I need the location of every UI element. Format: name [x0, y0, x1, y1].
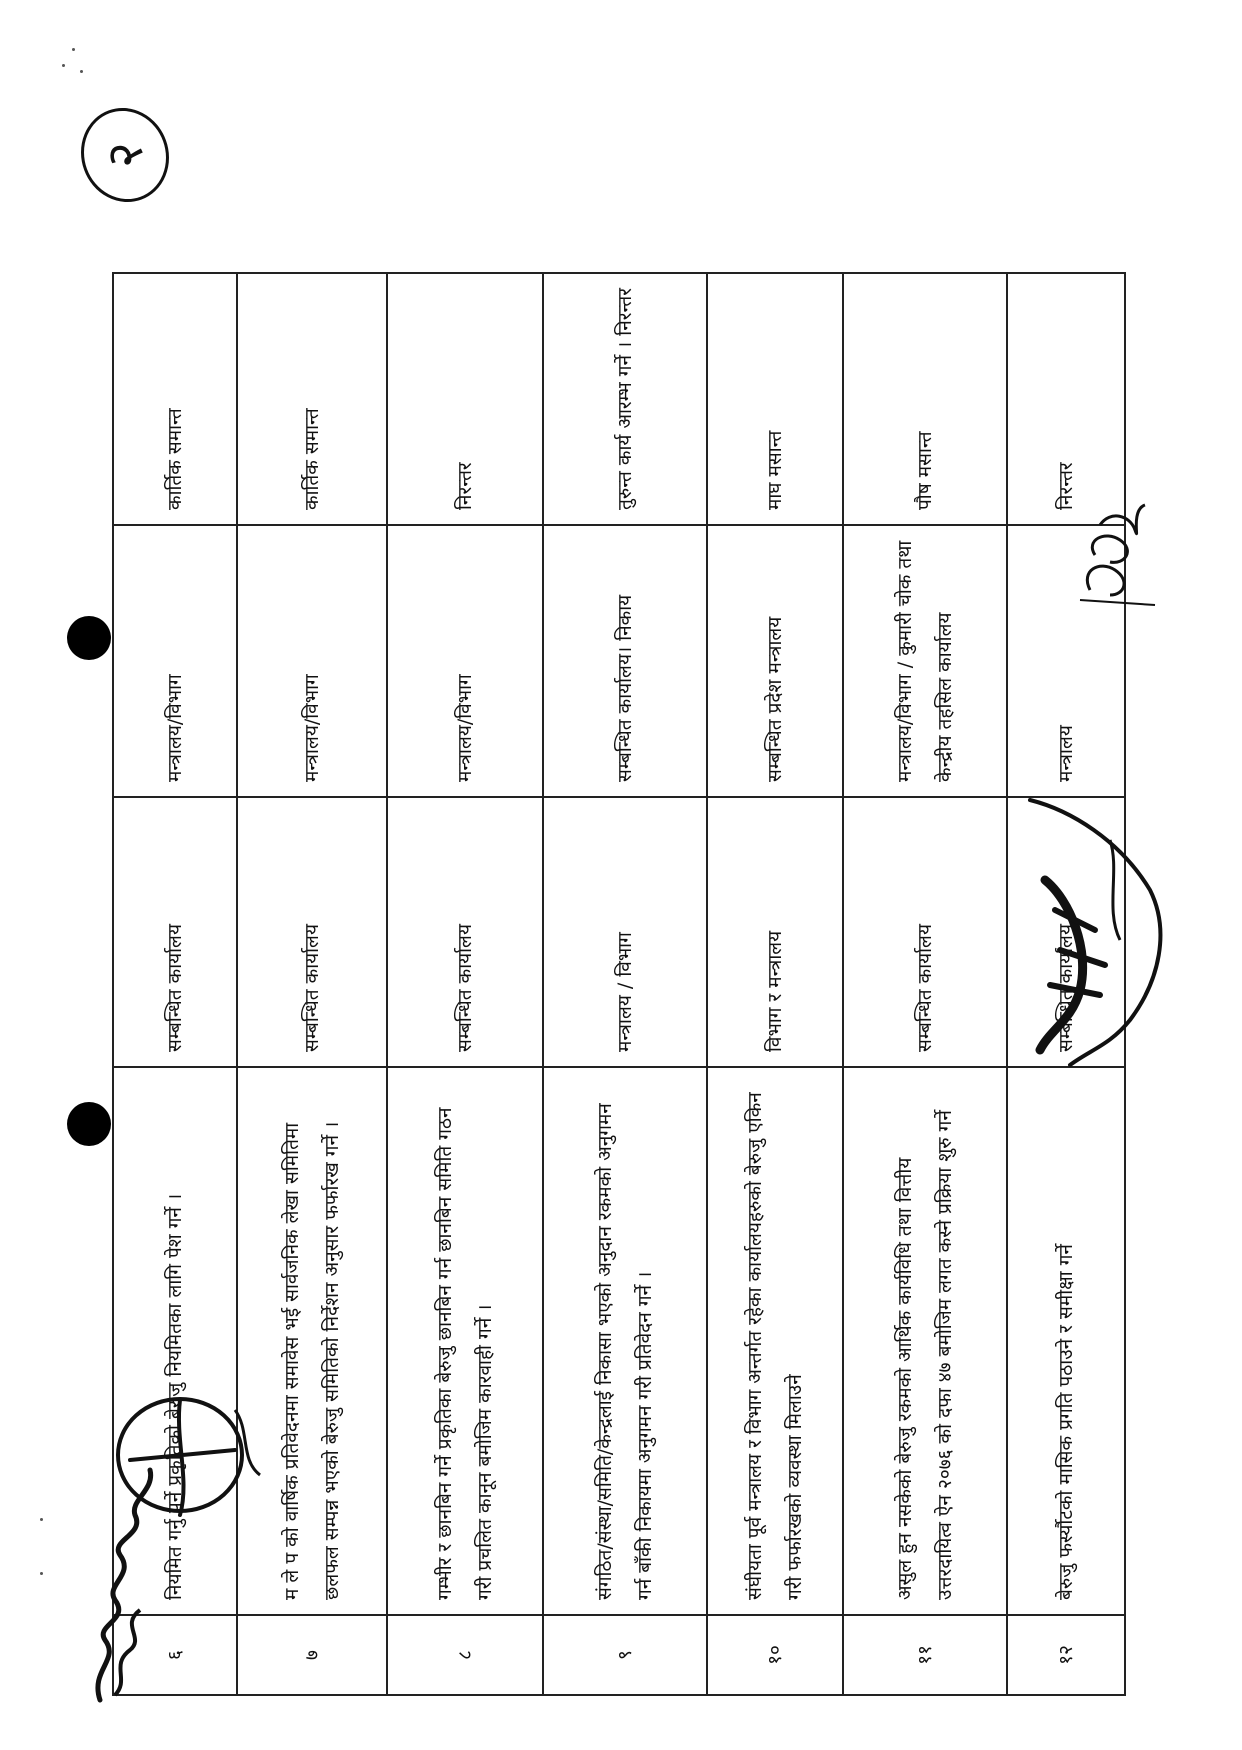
lead-agency-cell: सम्बन्धित कार्यालय [113, 797, 237, 1067]
support-agency-cell: मन्त्रालय/विभाग [113, 525, 237, 797]
activity-cell: बेरुजु फर्स्यौटको मासिक प्रगति पठाउने र समीक्षा गर्ने [1007, 1067, 1125, 1615]
table-row [387, 273, 543, 1695]
activity-cell: संघीयता पूर्व मन्त्रालय र विभाग अन्तर्गत रहेका कार्यालयहरुको बेरुजु एकिन गरी फर्फारखको व्यवस्था मिलाउने [707, 1067, 843, 1615]
lead-agency-cell: विभाग र मन्त्रालय [707, 797, 843, 1067]
serial-number: ७ [237, 1615, 387, 1695]
scan-speck [62, 64, 65, 67]
serial-number: १२ [1007, 1615, 1125, 1695]
support-agency-cell: सम्बन्धित प्रदेश मन्त्रालय [707, 525, 843, 797]
punch-hole [67, 1102, 111, 1146]
deadline-cell: कार्तिक समान्त [113, 273, 237, 525]
support-agency-cell: मन्त्रालय/विभाग [387, 525, 543, 797]
deadline-cell: माघ मसान्त [707, 273, 843, 525]
deadline-cell: पौष मसान्त [843, 273, 1007, 525]
lead-agency-cell: सम्बन्धित कार्यालय [843, 797, 1007, 1067]
scan-speck [40, 1518, 43, 1521]
table-row [543, 273, 707, 1695]
scan-speck [72, 48, 75, 51]
lead-agency-cell: सम्बन्धित कार्यालय [237, 797, 387, 1067]
signature-bottom-left [60, 1340, 290, 1720]
lead-agency-cell: सम्बन्धित कार्यालय [387, 797, 543, 1067]
activity-cell: म ले प को वार्षिक प्रतिवेदनमा समावेस भई सार्वजनिक लेखा समितिमा छलफल सम्पन्न भएको बेरुजु समितिको निर्देशन अनुसार फर्फारख गर्ने । [237, 1067, 387, 1615]
scan-speck [80, 70, 83, 73]
scan-speck [40, 1572, 43, 1575]
page-number [70, 100, 180, 210]
activity-cell: संगठित/संस्था/समिति/केन्द्रलाई निकासा भएको अनुदान रकमको अनुगमन गर्न बाँकी निकायमा अनुगमन गरी प्रतिवेदन गर्ने । [543, 1067, 707, 1615]
deadline-cell: निरन्तर [1007, 273, 1125, 525]
table-row [843, 273, 1007, 1695]
deadline-cell: तुरुन्त कार्य आरम्भ गर्ने । निरन्तर [543, 273, 707, 525]
support-agency-cell: मन्त्रालय [1007, 525, 1125, 797]
lead-agency-cell: मन्त्रालय / विभाग [543, 797, 707, 1067]
activity-cell: नियमित गर्नु पर्ने प्रकृतिको बेरुजु नियमितका लागि पेश गर्ने । [113, 1067, 237, 1615]
signature-right-scribble [1010, 780, 1180, 1070]
deadline-cell: कार्तिक समान्त [237, 273, 387, 525]
support-agency-cell: मन्त्रालय/विभाग [237, 525, 387, 797]
serial-number: ११ [843, 1615, 1007, 1695]
serial-number: ९ [543, 1615, 707, 1695]
punch-hole [67, 616, 111, 660]
activity-cell: गम्भीर र छानबिन गर्ने प्रकृतिका बेरुजु छानबिन गर्न छानबिन समिति गठन गरी प्रचलित कानून बमोजिम कारवाही गर्ने । [387, 1067, 543, 1615]
signature-initials [1070, 500, 1165, 610]
support-agency-cell: मन्त्रालय/विभाग / कुमारी चोक तथा केन्द्रीय तहसिल कार्यालय [843, 525, 1007, 797]
serial-number: ६ [113, 1615, 237, 1695]
support-agency-cell: सम्बन्धित कार्यालय। निकाय [543, 525, 707, 797]
serial-number: १० [707, 1615, 843, 1695]
serial-number: ८ [387, 1615, 543, 1695]
activity-cell: असुल हुन नसकेको बेरुजु रकमको आर्थिक कार्यविधि तथा वित्तीय उत्तरदायित्व ऐन २०७६ को दफा ४७ बमोजिम लगत कस्ने प्रक्रिया शुरु गर्ने [843, 1067, 1007, 1615]
lead-agency-cell: सम्बन्धित कार्यालय [1007, 797, 1125, 1067]
table-row [707, 273, 843, 1695]
page-number-text: २ [96, 142, 154, 168]
deadline-cell: निरन्तर [387, 273, 543, 525]
